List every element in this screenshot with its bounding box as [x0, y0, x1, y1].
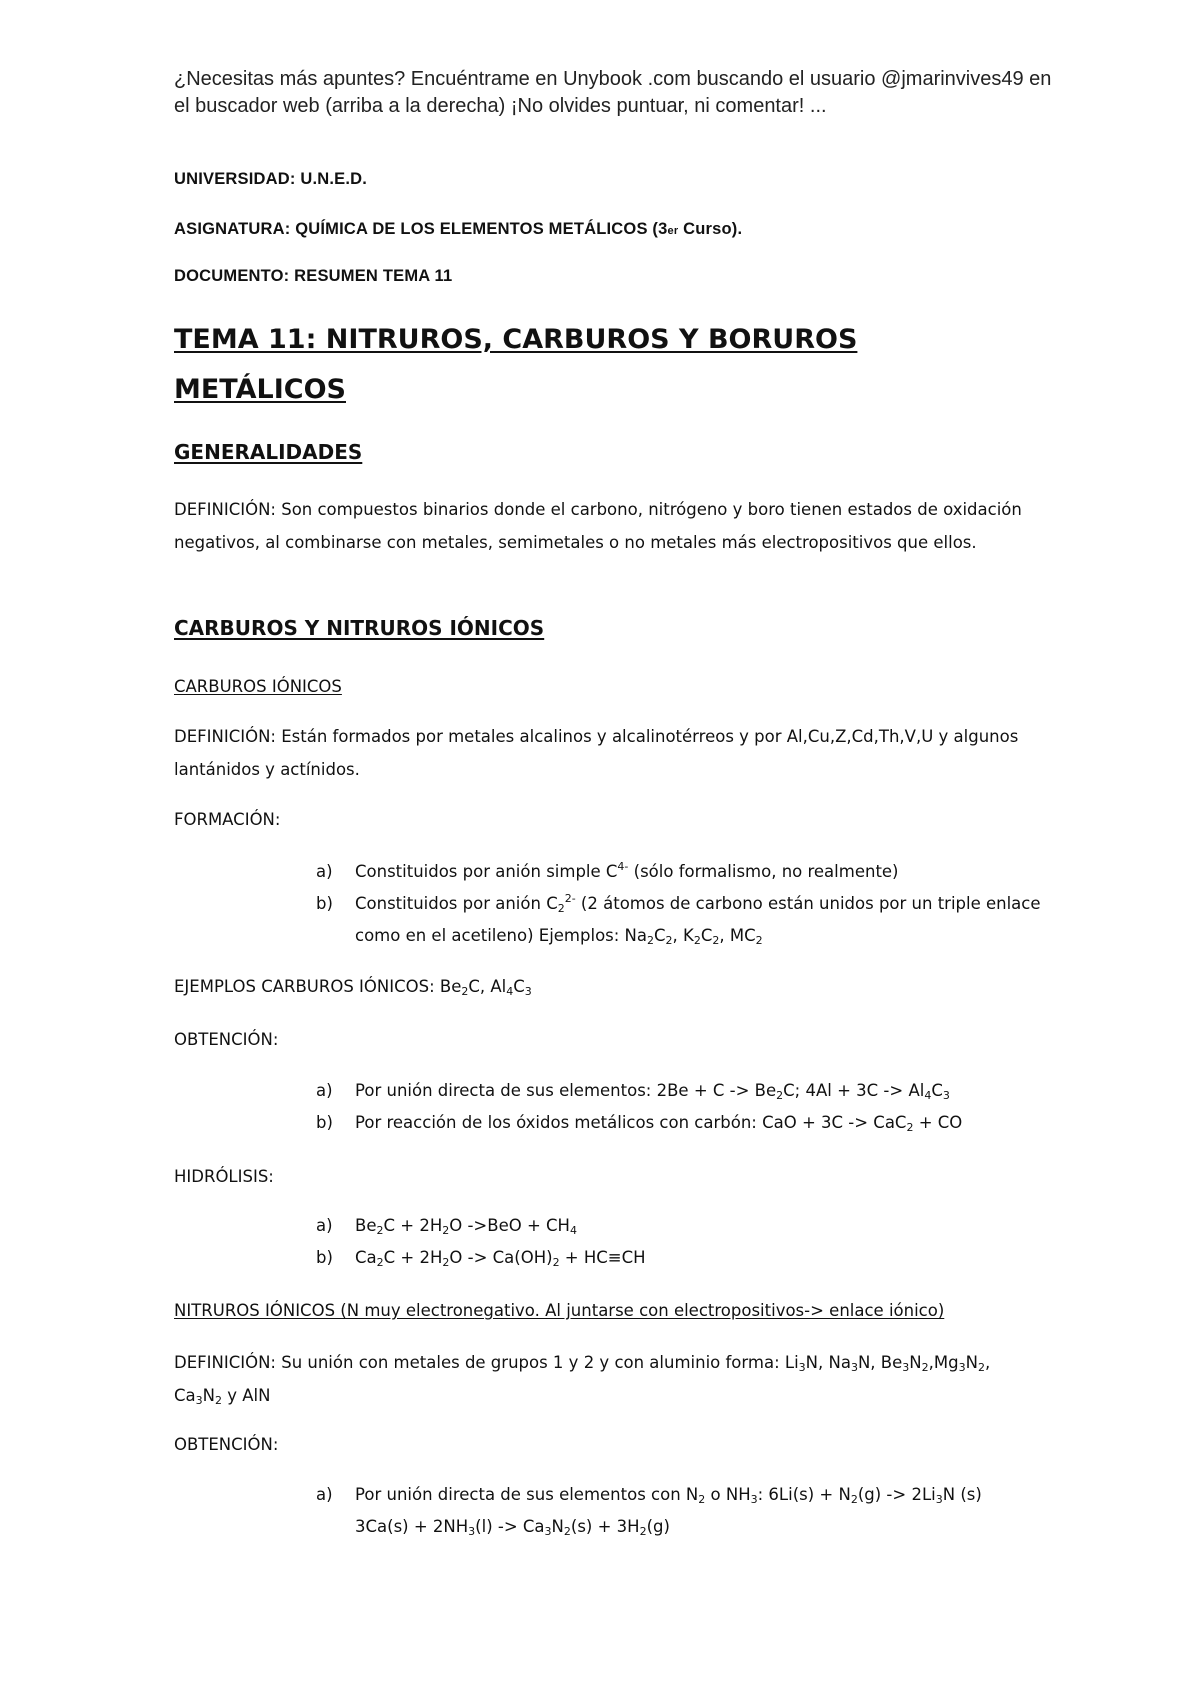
list-item: a) Por unión directa de sus elementos con $N_2$ o $NH_3$: $6Li(s) + N_2(g) -> 2Li_3N$ (s) $3Ca(s) + 2NH_3(l) -> Ca_3N_2(s) + 3H_2(g)$ [316, 1485, 982, 1538]
list-item: b) $Ca_2C + 2H_2O -> Ca(OH)_2 + HC\equiv CH$ [316, 1248, 646, 1269]
formacion-label: FORMACIÓN: [174, 810, 281, 829]
section-heading-generalidades: GENERALIDADES [174, 440, 363, 464]
list-item: b) Constituidos por anión $C_2^{2-}$ (2 átomos de carbono están unidos por un triple enlace como en el acetileno) Ejemplos: $Na_2C_2$, $K_2C_2$, $MC_2$ [316, 892, 1041, 947]
page-title: TEMA 11: NITRUROS, CARBUROS Y BORUROS METÁLICOS [174, 324, 858, 405]
list-item: b) Por reacción de los óxidos metálicos con carbón: CaO + 3C -> CaC$_2$ + CO [316, 1113, 963, 1134]
university-line: UNIVERSIDAD: U.N.E.D. [174, 170, 368, 188]
hidrolisis-label: HIDRÓLISIS: [174, 1167, 274, 1186]
ejemplos-line: EJEMPLOS CARBUROS IÓNICOS: $Be_2C$, $Al_4C_3$ [174, 977, 532, 998]
subject-line: ASIGNATURA: QUÍMICA DE LOS ELEMENTOS METÁLICOS (3er Curso). [174, 220, 743, 238]
subheading-nitruros-ionicos: NITRUROS IÓNICOS (N muy electronegativo. Al juntarse con electropositivos-> enlace iónico) [174, 1301, 945, 1320]
obtencion-label: OBTENCIÓN: [174, 1030, 279, 1049]
document-line: DOCUMENTO: RESUMEN TEMA 11 [174, 267, 453, 285]
carburos-definition: DEFINICIÓN: Están formados por metales alcalinos y alcalinotérreos y por Al,Cu,Z,Cd,Th,V,U y algunos lantánidos y actínidos. [174, 727, 1019, 779]
list-item: a) Por unión directa de sus elementos: $2Be + C -> Be_2C$; $4Al + 3C -> Al_4C_3$ [316, 1081, 950, 1102]
list-item: a) Constituidos por anión simple $C^{4-}$ (sólo formalismo, no realmente) [316, 860, 899, 881]
list-item: a) $Be_2C + 2H_2O$ $->BeO + CH_4$ [316, 1216, 577, 1237]
subheading-carburos-ionicos: CARBUROS IÓNICOS [174, 677, 342, 696]
obtencion-label: OBTENCIÓN: [174, 1435, 279, 1454]
nitruros-definition: DEFINICIÓN: Su unión con metales de grupos 1 y 2 y con aluminio forma: $Li_3N$, $Na_3N$, $Be_3N_2,Mg_3N_2$, $Ca_3N_2$ y AlN [174, 1353, 991, 1407]
generalidades-definition: DEFINICIÓN: Son compuestos binarios donde el carbono, nitrógeno y boro tienen estados de oxidación negativos, al combinarse con metales, semimetales o no metales más electropositivos que ellos. [174, 500, 1022, 552]
promo-text: ¿Necesitas más apuntes? Encuéntrame en Unybook .com buscando el usuario @jmarinvives49 en el buscador web (arriba a la derecha) ¡No olvides puntuar, ni comentar! ... [174, 68, 1052, 117]
section-heading-ionicos: CARBUROS Y NITRUROS IÓNICOS [174, 616, 545, 640]
